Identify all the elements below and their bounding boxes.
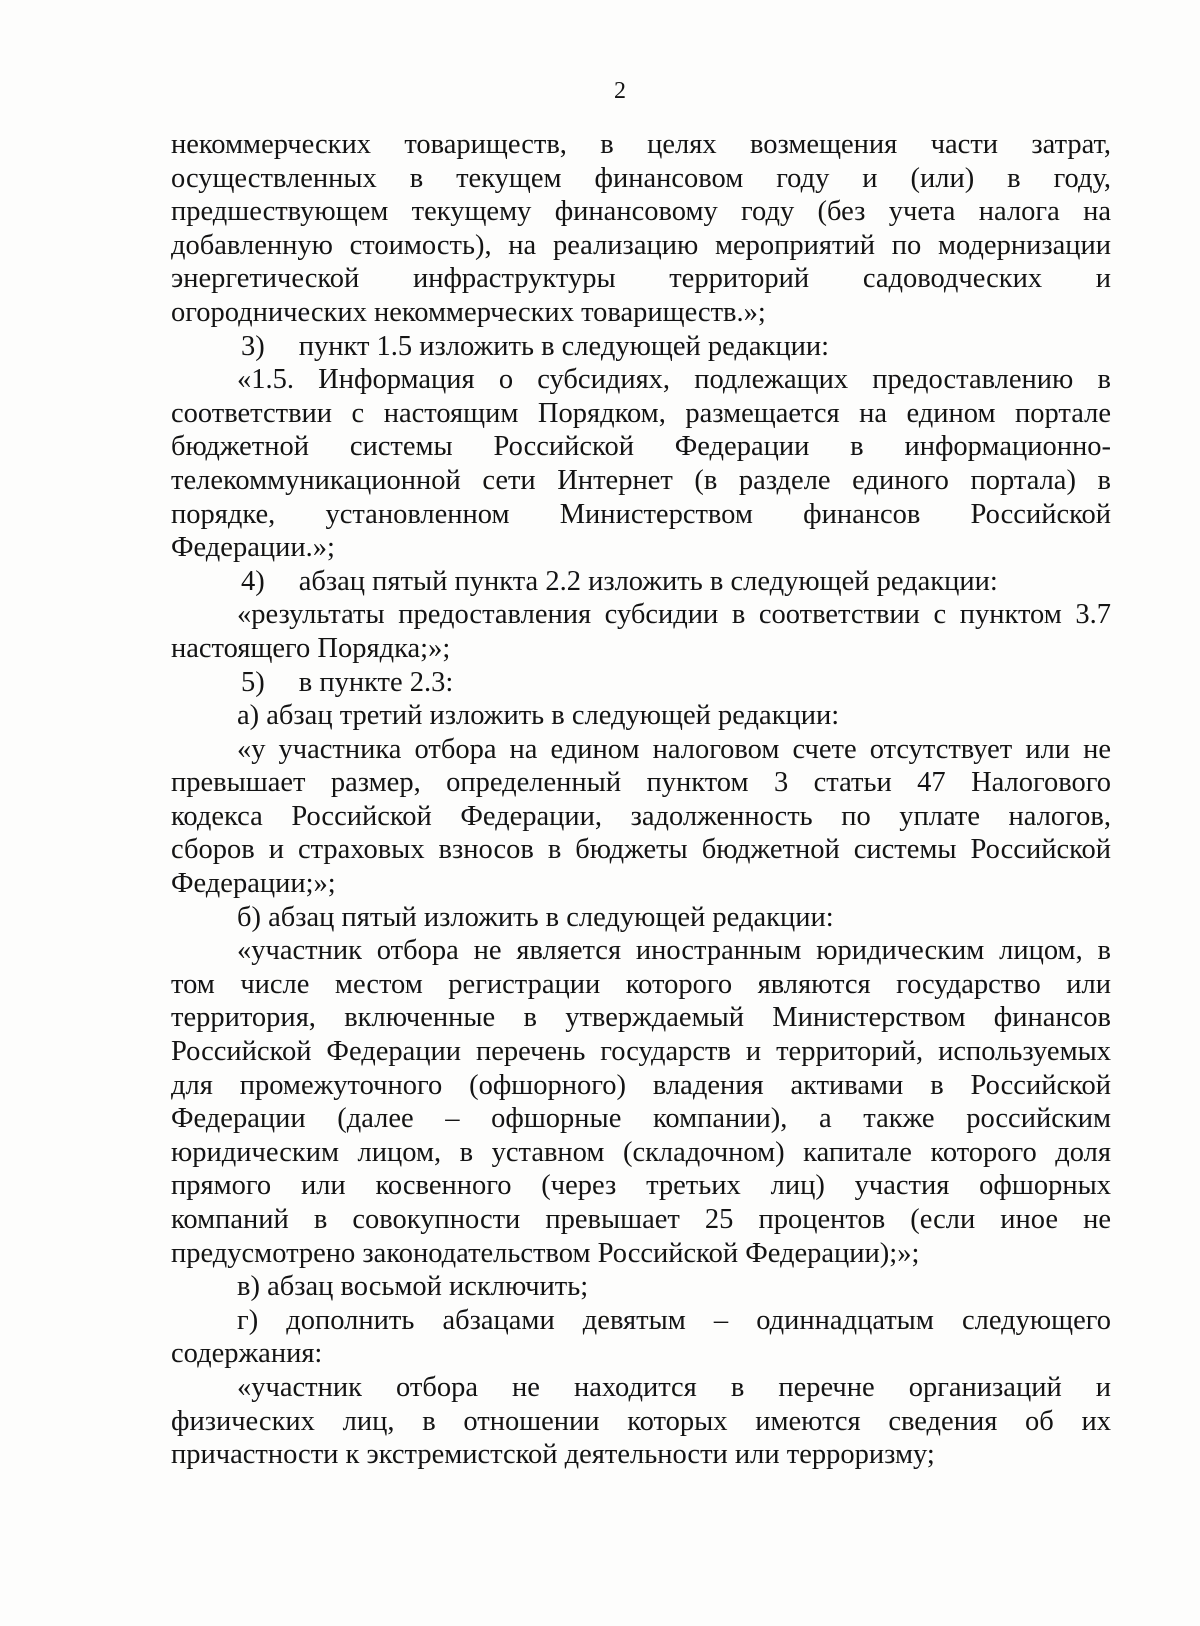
text-line: б) абзац пятый изложить в следующей редакции: [237, 901, 834, 933]
list-item [171, 330, 1111, 364]
text-line: настоящего Порядка;»; [171, 632, 451, 664]
text-line: энергетической инфраструктуры территорий садоводческих и [171, 263, 1111, 295]
list-number: 5) [241, 666, 265, 698]
list-number: 3) [241, 330, 265, 362]
text-line: Федерации.»; [171, 532, 335, 564]
text-line: бюджетной системы Российской Федерации в информационно- [171, 431, 1111, 463]
text-line: «участник отбора не является иностранным юридическим лицом, в [237, 935, 1111, 967]
text-line: соответствии с настоящим Порядком, размещается на едином портале [171, 397, 1111, 429]
text-line: некоммерческих товариществ, в целях возмещения части затрат, [171, 129, 1111, 160]
text-line: территория, включенные в утверждаемый Министерством финансов [171, 1002, 1111, 1034]
text-line: осуществленных в текущем финансовом году и (или) в году, [171, 162, 1111, 194]
list-item [171, 565, 1111, 599]
text-line: физических лиц, в отношении которых имеются сведения об их [171, 1405, 1111, 1437]
text-line: порядке, установленном Министерством финансов Российской [171, 498, 1111, 530]
list-item-text: в пункте 2.3: [298, 666, 454, 698]
text-line: Федерации;»; [171, 868, 336, 900]
text-line: телекоммуникационной сети Интернет (в разделе единого портала) в [171, 464, 1111, 496]
text-line: г) дополнить абзацами девятым – одиннадцатым следующего [237, 1304, 1111, 1336]
text-line: содержания: [171, 1338, 323, 1370]
text-line: том числе местом регистрации которого являются государство или [171, 968, 1111, 1000]
text-line: предусмотрено законодательством Российской Федерации);»; [171, 1237, 920, 1269]
text-line: в) абзац восьмой исключить; [237, 1271, 589, 1303]
text-line: добавленную стоимость), на реализацию мероприятий по модернизации [171, 229, 1111, 261]
text-line: сборов и страховых взносов в бюджеты бюджетной системы Российской [171, 834, 1111, 866]
list-number: 4) [241, 565, 265, 597]
text-line: кодекса Российской Федерации, задолженность по уплате налогов, [171, 800, 1111, 832]
document-body [171, 128, 1111, 1472]
text-line: «результаты предоставления субсидии в соответствии с пунктом 3.7 [237, 599, 1111, 631]
text-line: «участник отбора не находится в перечне организаций и [237, 1371, 1111, 1403]
text-line: Федерации (далее – офшорные компании), а также российским [171, 1103, 1111, 1135]
list-item-text: пункт 1.5 изложить в следующей редакции: [298, 330, 830, 362]
list-item [171, 666, 1111, 700]
text-line: предшествующем текущему финансовому году (без учета налога на [171, 196, 1111, 228]
text-line: юридическим лицом, в уставном (складочном) капитале которого доля [171, 1136, 1111, 1168]
text-line: прямого или косвенного (через третьих лиц) участия офшорных [171, 1170, 1111, 1202]
list-item-text: абзац пятый пункта 2.2 изложить в следующей редакции: [298, 565, 998, 597]
text-line: «у участника отбора на едином налоговом счете отсутствует или не [237, 733, 1111, 765]
text-line: причастности к экстремистской деятельности или терроризму; [171, 1439, 935, 1471]
page-number: 2 [614, 78, 626, 104]
text-line: превышает размер, определенный пунктом 3 статьи 47 Налогового [171, 767, 1111, 799]
text-line: огороднических некоммерческих товариществ.»; [171, 296, 766, 328]
text-line: «1.5. Информация о субсидиях, подлежащих предоставлению в [237, 364, 1111, 396]
text-line: а) абзац третий изложить в следующей редакции: [237, 700, 840, 732]
text-line: компаний в совокупности превышает 25 процентов (если иное не [171, 1204, 1111, 1235]
text-line: для промежуточного (офшорного) владения активами в Российской [171, 1069, 1111, 1101]
text-line: Российской Федерации перечень государств и территорий, используемых [171, 1036, 1111, 1068]
